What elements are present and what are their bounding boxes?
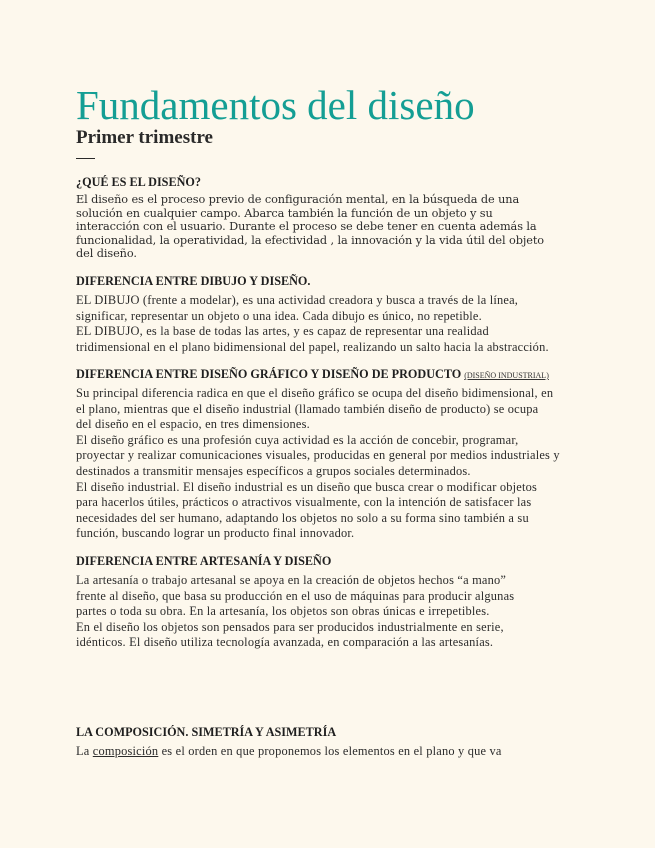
section-heading-note: (DISEÑO INDUSTRIAL) [464,371,549,380]
paragraph-line: La artesanía o trabajo artesanal se apoya en la creación de objetos hechos “a mano” [76,573,507,587]
line-suffix: es el orden en que proponemos los elementos en el plano y que va [158,744,502,758]
document-title: Fundamentos del diseño [76,82,475,128]
paragraph-line: EL DIBUJO (frente a modelar), es una actividad creadora y busca a través de la línea, [76,293,519,307]
paragraph-line: proyectar y realizar comunicaciones visuales, producidas en general por medios industriales y [76,448,560,463]
line-prefix: La [76,744,93,758]
paragraph-line: funcionalidad, la operatividad, la efectividad , la innovación y la vida útil del objeto [76,233,544,247]
paragraph-line: el plano, mientras que el diseño industrial (llamado también diseño de producto) se ocupa [76,401,539,416]
section-heading-composicion: LA COMPOSICIÓN. SIMETRÍA Y ASIMETRÍA [76,725,337,739]
section-heading-artesania-y-diseno: DIFERENCIA ENTRE ARTESANÍA Y DISEÑO [76,554,332,568]
paragraph-line: frente al diseño, que basa su producción en el uso de máquinas para producir algunas [76,588,515,603]
paragraph-line: función, buscando lograr un producto final innovador. [76,526,355,541]
section-heading-text: DIFERENCIA ENTRE DISEÑO GRÁFICO Y DISEÑO DE PRODUCTO [76,367,462,381]
section-body-que-es-el-diseno [76,193,576,261]
paragraph-line [76,744,576,760]
paragraph-line: partes o toda su obra. En la artesanía, los objetos son obras únicas e irrepetibles. [76,604,490,619]
paragraph-line: Su principal diferencia radica en que el diseño gráfico se ocupa del diseño bidimensional, en [76,386,554,400]
section-heading-que-es-el-diseno: ¿QUÉ ES EL DISEÑO? [76,175,201,189]
section-body-artesania-y-diseno [76,573,576,651]
document-subtitle: Primer trimestre [76,127,213,148]
section-heading-dibujo-y-diseno: DIFERENCIA ENTRE DIBUJO Y DISEÑO. [76,274,311,288]
paragraph-line: del diseño en el espacio, en tres dimensiones. [76,417,310,432]
paragraph-line: idénticos. El diseño utiliza tecnología avanzada, en comparación a las artesanías. [76,635,494,650]
paragraph-line: tridimensional en el plano bidimensional del papel, realizando un salto hacia la abstracción. [76,339,549,354]
paragraph-line: significar, representar un objeto o una idea. Cada dibujo es único, no repetible. [76,308,482,323]
paragraph-line: para hacerlos útiles, prácticos o atractivos visualmente, con la intención de satisfacer las [76,495,532,510]
paragraph-line: del diseño. [76,247,137,261]
paragraph-line: necesidades del ser humano, adaptando los objetos no solo a su forma sino también a su [76,510,529,525]
section-heading-grafico-y-producto [76,367,549,383]
section-body-dibujo-y-diseno [76,293,576,355]
paragraph-line: El diseño es el proceso previo de configuración mental, en la búsqueda de una [76,193,520,206]
paragraph-line: El diseño gráfico es una profesión cuya actividad es la acción de concebir, programar, [76,432,519,447]
paragraph-line: El diseño industrial. El diseño industrial es un diseño que busca crear o modificar objetos [76,479,538,494]
paragraph-line: interacción con el usuario. Durante el proceso se debe tener en cuenta además la [76,220,537,234]
title-divider [76,158,95,159]
paragraph-line: destinados a transmitir mensajes específicos a grupos sociales determinados. [76,463,471,478]
paragraph-line: solución en cualquier campo. Abarca también la función de un objeto y su [76,206,493,220]
paragraph-line: EL DIBUJO, es la base de todas las artes, y es capaz de representar una realidad [76,324,489,339]
section-body-grafico-y-producto [76,386,576,542]
section-body-composicion [76,744,576,760]
composicion-link[interactable]: composición [92,744,159,758]
paragraph-line: En el diseño los objetos son pensados para ser producidos industrialmente en serie, [76,619,504,634]
